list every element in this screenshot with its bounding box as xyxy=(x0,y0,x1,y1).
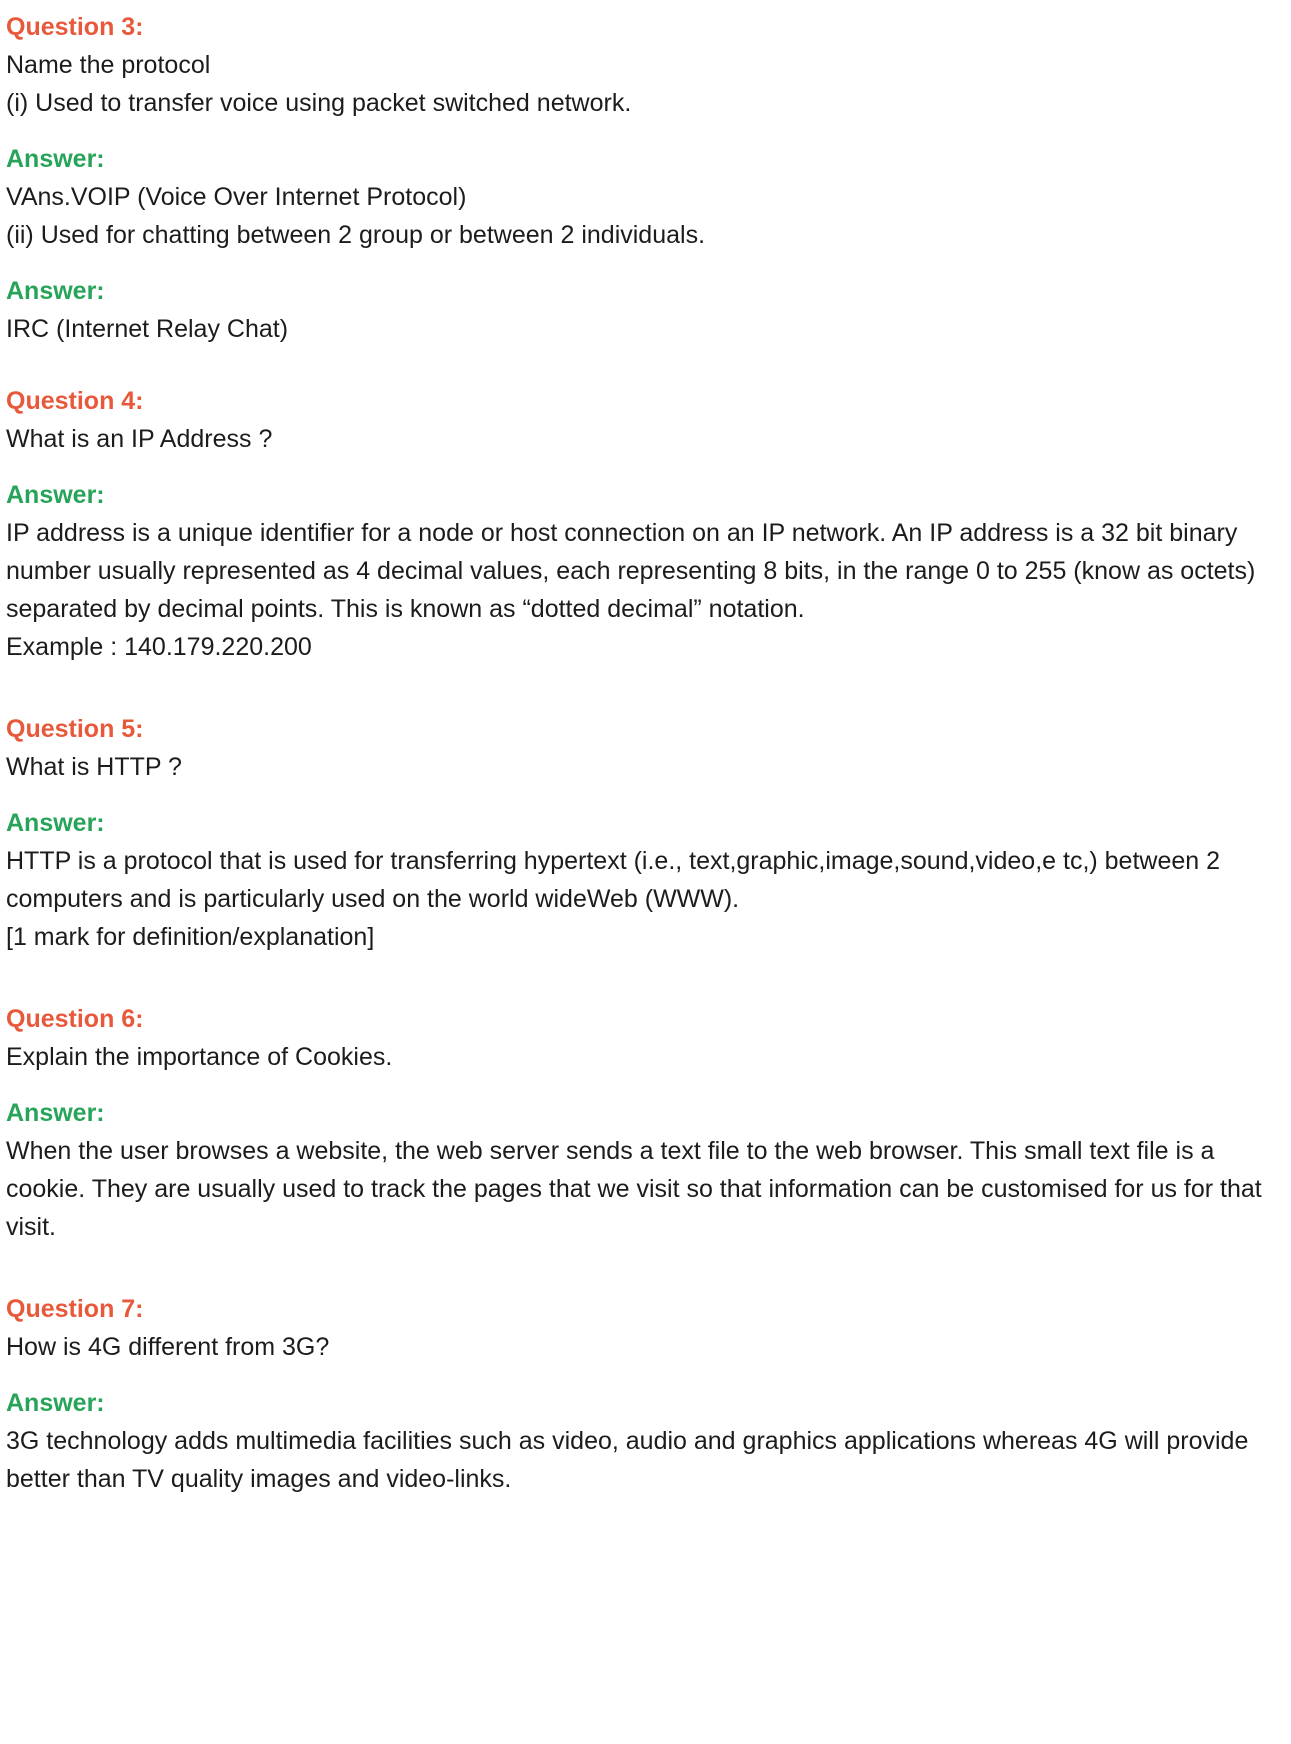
paragraph: 3G technology adds multimedia facilities such as video, audio and graphics applications whereas 4G will provide better than TV quality images and video-links. xyxy=(6,1427,1249,1493)
paragraph: What is HTTP ? xyxy=(6,753,182,781)
answer-heading: Answer: xyxy=(6,1389,105,1417)
question-heading: Question 3: xyxy=(6,13,144,41)
paragraph: How is 4G different from 3G? xyxy=(6,1333,330,1361)
spacer xyxy=(6,348,1281,382)
spacer xyxy=(6,1246,1281,1290)
document-content xyxy=(6,8,1281,1498)
answer-heading: Answer: xyxy=(6,1099,105,1127)
question-heading: Question 5: xyxy=(6,715,144,743)
answer-heading: Answer: xyxy=(6,277,105,305)
paragraph: Explain the importance of Cookies. xyxy=(6,1043,393,1071)
paragraph: [1 mark for definition/explanation] xyxy=(6,923,375,951)
paragraph: IRC (Internet Relay Chat) xyxy=(6,315,289,343)
paragraph: What is an IP Address ? xyxy=(6,425,273,453)
paragraph: Example : 140.179.220.200 xyxy=(6,633,312,661)
paragraph: VAns.VOIP (Voice Over Internet Protocol) xyxy=(6,183,467,211)
spacer xyxy=(6,666,1281,710)
spacer xyxy=(6,786,1281,804)
answer-heading: Answer: xyxy=(6,481,105,509)
paragraph: When the user browses a website, the web server sends a text file to the web browser. This small text file is a cookie. They are usually used to track the pages that we visit so that information can be customised for us for that visit. xyxy=(6,1137,1262,1241)
question-heading: Question 7: xyxy=(6,1295,144,1323)
answer-heading: Answer: xyxy=(6,809,105,837)
spacer xyxy=(6,254,1281,272)
spacer xyxy=(6,458,1281,476)
spacer xyxy=(6,122,1281,140)
paragraph: Name the protocol xyxy=(6,51,211,79)
paragraph: (ii) Used for chatting between 2 group or between 2 individuals. xyxy=(6,221,706,249)
paragraph: (i) Used to transfer voice using packet switched network. xyxy=(6,89,632,117)
paragraph: IP address is a unique identifier for a node or host connection on an IP network. An IP address is a 32 bit binary number usually represented as 4 decimal values, each representing 8 bits, in the range 0 to 255 (know as octets) separated by decimal points. This is known as “dotted decimal” notation. xyxy=(6,519,1256,623)
spacer xyxy=(6,1366,1281,1384)
answer-heading: Answer: xyxy=(6,145,105,173)
spacer xyxy=(6,956,1281,1000)
question-heading: Question 6: xyxy=(6,1005,144,1033)
question-heading: Question 4: xyxy=(6,387,144,415)
spacer xyxy=(6,1076,1281,1094)
paragraph: HTTP is a protocol that is used for transferring hypertext (i.e., text,graphic,image,sound,video,e tc,) between 2 computers and is particularly used on the world wideWeb (WWW). xyxy=(6,847,1221,913)
